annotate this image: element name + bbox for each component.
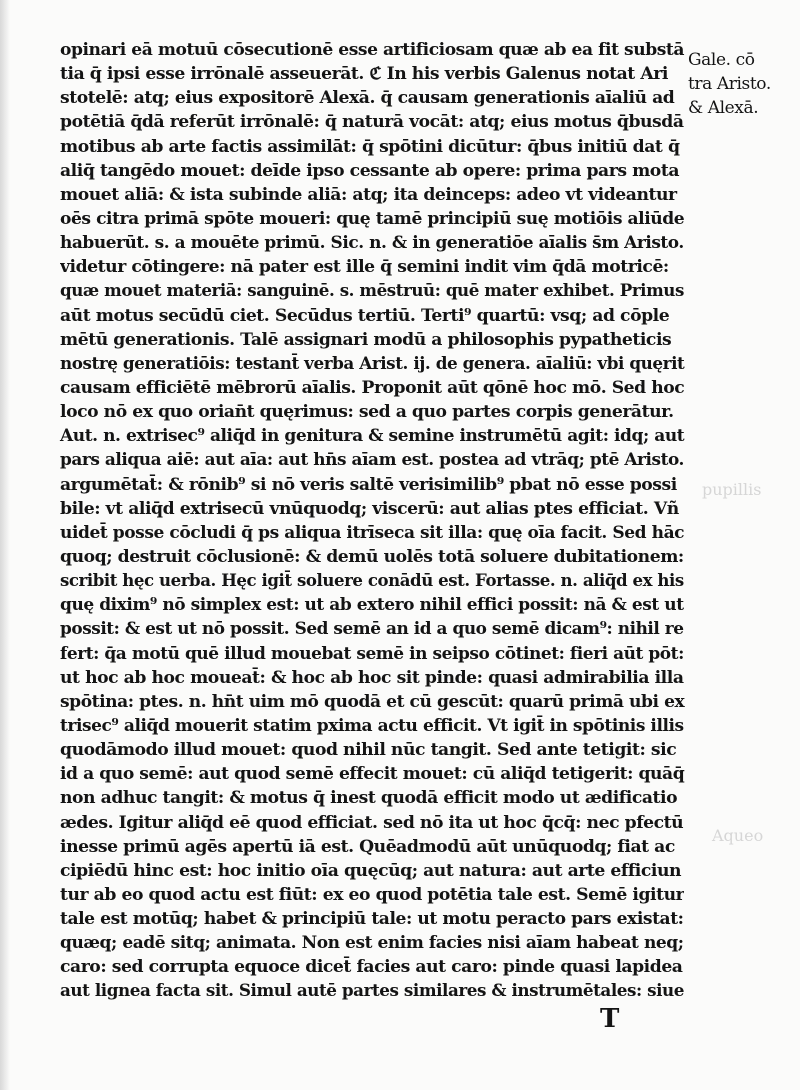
text-line: oēs citra primā spōte moueri: quę tamē principiū suę motiōis aliūde [60, 208, 685, 229]
text-line: quę dixim⁹ nō simplex est: ut ab extero nihil effici possit: nā & est ut [60, 595, 684, 616]
body-text-block [60, 38, 684, 1004]
text-line: potētiā q̄dā referūt irrōnalē: q̄ naturā vocāt: atq; eius motus q̄busdā [60, 112, 684, 133]
text-line: scribit hęc uerba. Hęc igit̄ soluere conādū est. Fortasse. n. aliq̄d ex his [60, 571, 684, 592]
text-line: caro: sed corrupta equoce dicet̄ facies aut caro: pinde quasi lapidea [60, 957, 683, 978]
marginal-note [688, 48, 800, 120]
text-line: tur ab eo quod actu est fiūt: ex eo quod potētia tale est. Semē igitur [60, 884, 684, 905]
text-line: uidet̄ posse cōcludi q̄ ps aliqua itrīseca sit illa: quę oīa facit. Sed hāc [60, 522, 685, 543]
bleed-through-text: pupillis [702, 480, 762, 499]
text-line: Aut. n. extrisec⁹ aliq̄d in genitura & semine instrumētū agit: idq; aut [60, 426, 685, 447]
bleed-through-text: Aqueo [712, 826, 764, 845]
text-line: aūt motus secūdū ciet. Secūdus tertiū. Terti⁹ quartū: vsq; ad cōple [60, 305, 670, 326]
text-line: id a quo semē: aut quod semē effecit mouet: cū aliq̄d tetigerit: quāq̄ [60, 764, 685, 785]
text-line: aliq̄ tangēdo mouet: deīde ipso cessante ab opere: prima pars mota [60, 160, 679, 181]
text-line: spōtina: ptes. n. hn̄t uim mō quodā et cū gescūt: quarū primā ubi ex [60, 691, 685, 712]
text-line: motibus ab arte factis assimilāt: q̄ spōtini dicūtur: q̄bus initiū dat q̄ [60, 136, 680, 157]
text-line: causam efficiētē mēbrorū aīalis. Proponit aūt qōnē hoc mō. Sed hoc [60, 377, 685, 398]
signature-mark: T [600, 1004, 620, 1034]
text-line: inesse primū agēs apertū iā est. Quēadmodū aūt unūquodq; fiat ac [60, 836, 675, 857]
text-line: tale est motūq; habet & principiū tale: ut motu peracto pars existat: [60, 909, 684, 930]
text-line: ædes. Igitur aliq̄d eē quod efficiat. sed nō ita ut hoc q̄cq̄: nec pfectū [60, 812, 684, 833]
text-line: habuerūt. s. a mouēte primū. Sic. n. & in generatiōe aīalis s̄m Aristo. [60, 233, 684, 254]
text-line: stotelē: atq; eius expositorē Alexā. q̄ causam generationis aīaliū ad [60, 88, 675, 109]
text-line: trisec⁹ aliq̄d mouerit statim pxima actu efficit. Vt igit̄ in spōtinis illis [60, 715, 684, 736]
text-line: quæq; eadē sitq; animata. Non est enim facies nisi aīam habeat neq; [60, 933, 684, 954]
text-line: pars aliqua aiē: aut aīa: aut hn̄s aīam est. postea ad vtrāq; ptē Aristo. [60, 450, 684, 471]
text-line: quæ mouet materiā: sanguinē. s. mēstruū: quē mater exhibet. Primus [60, 281, 684, 302]
text-line: mouet aliā: & ista subinde aliā: atq; ita deinceps: adeo vt videantur [60, 184, 677, 205]
marginal-note-line: tra Aristo. [688, 74, 771, 94]
text-line: videtur cōtingere: nā pater est ille q̄ semini indit vim q̄dā motricē: [60, 257, 669, 278]
text-line: mētū generationis. Talē assignari modū a philosophis pypatheticis [60, 329, 672, 350]
text-line: opinari eā motuū cōsecutionē esse artificiosam quæ ab ea fit substā [60, 40, 685, 60]
text-line: tia q̄ ipsi esse irrōnalē asseuerāt. ℭ In his verbis Galenus notat Ari [60, 64, 668, 85]
text-line: aut lignea facta sit. Simul autē partes similares & instrumētales: siue [60, 981, 685, 1002]
text-line: bile: vt aliq̄d extrisecū vnūquodq; viscerū: aut alias ptes efficiat. Vñ [60, 498, 679, 519]
page-edge-shadow [0, 0, 10, 1090]
text-line: cipiēdū hinc est: hoc initio oīa quęcūq; aut natura: aut arte efficiun [60, 860, 682, 881]
text-line: fert: q̄a motū quē illud mouebat semē in seipso cōtinet: fieri aūt pōt: [60, 643, 684, 664]
marginal-note-line: Gale. cō [688, 50, 755, 70]
text-line: quodāmodo illud mouet: quod nihil nūc tangit. Sed ante tetigit: sic [60, 740, 677, 761]
text-line: possit: & est ut nō possit. Sed semē an id a quo semē dicam⁹: nihil re [60, 619, 684, 640]
marginal-note-line: & Alexā. [688, 98, 759, 118]
text-line: ut hoc ab hoc moueat̄: & hoc ab hoc sit pinde: quasi admirabilia illa [60, 667, 684, 688]
text-line: loco nō ex quo orian̄t quęrimus: sed a quo partes corpis generātur. [60, 402, 674, 423]
text-line: non adhuc tangit: & motus q̄ inest quodā efficit modo ut ædificatio [60, 788, 678, 809]
text-line: nostrę generatiōis: testant̄ verba Arist. ij. de genera. aīaliū: vbi quęrit [60, 353, 685, 374]
text-line: quoq; destruit cōclusionē: & demū uolēs totā soluere dubitationem: [60, 546, 684, 567]
text-line: argumētat̄: & rōnib⁹ si nō veris saltē verisimilib⁹ pbat nō esse possi [60, 474, 677, 495]
